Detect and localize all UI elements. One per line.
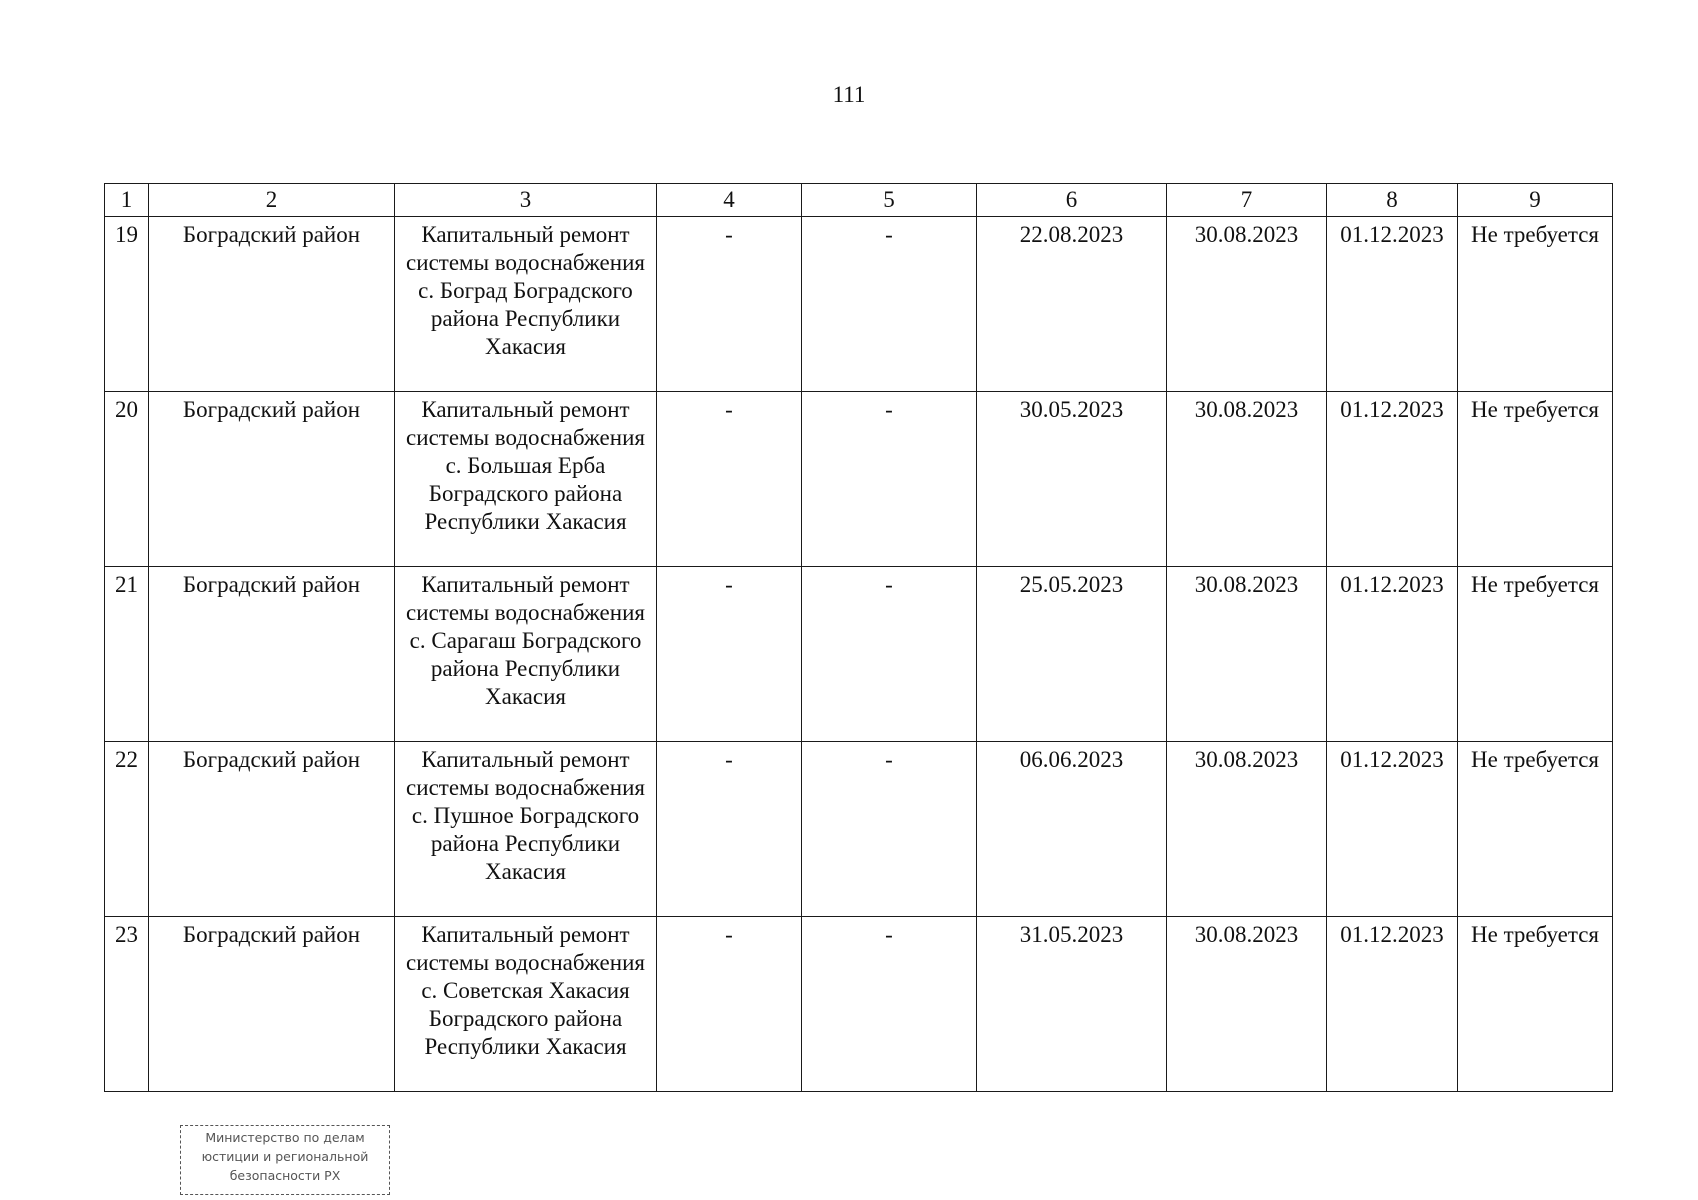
date-8-cell: 01.12.2023 bbox=[1327, 217, 1458, 392]
table-row bbox=[105, 917, 1613, 1092]
column-header: 3 bbox=[395, 184, 657, 217]
status-cell: Не требуется bbox=[1458, 917, 1613, 1092]
date-6-cell: 06.06.2023 bbox=[977, 742, 1167, 917]
column-header: 4 bbox=[657, 184, 802, 217]
date-6-cell: 30.05.2023 bbox=[977, 392, 1167, 567]
date-8-cell: 01.12.2023 bbox=[1327, 917, 1458, 1092]
object-cell: Капитальный ремонт системы водоснабжения с. Пушное Боградского района Республики Хакасия bbox=[395, 742, 657, 917]
row-number: 22 bbox=[105, 742, 149, 917]
stamp-line: юстиции и региональной bbox=[201, 1149, 369, 1164]
date-8-cell: 01.12.2023 bbox=[1327, 567, 1458, 742]
column-header: 7 bbox=[1167, 184, 1327, 217]
stamp-line: Министерство по делам bbox=[205, 1130, 365, 1145]
date-7-cell: 30.08.2023 bbox=[1167, 567, 1327, 742]
district-cell: Боградский район bbox=[149, 392, 395, 567]
date-6-cell: 22.08.2023 bbox=[977, 217, 1167, 392]
column-header: 6 bbox=[977, 184, 1167, 217]
row-number: 23 bbox=[105, 917, 149, 1092]
column-header: 1 bbox=[105, 184, 149, 217]
document-table bbox=[104, 183, 1613, 1092]
status-cell: Не требуется bbox=[1458, 217, 1613, 392]
date-6-cell: 25.05.2023 bbox=[977, 567, 1167, 742]
ministry-stamp bbox=[180, 1125, 390, 1195]
column-5-cell: - bbox=[802, 217, 977, 392]
row-number: 19 bbox=[105, 217, 149, 392]
column-header: 5 bbox=[802, 184, 977, 217]
date-6-cell: 31.05.2023 bbox=[977, 917, 1167, 1092]
table-row bbox=[105, 567, 1613, 742]
table-row bbox=[105, 392, 1613, 567]
column-4-cell: - bbox=[657, 567, 802, 742]
date-7-cell: 30.08.2023 bbox=[1167, 917, 1327, 1092]
table-row bbox=[105, 217, 1613, 392]
column-header: 8 bbox=[1327, 184, 1458, 217]
object-cell: Капитальный ремонт системы водоснабжения с. Боград Боградского района Республики Хакасия bbox=[395, 217, 657, 392]
district-cell: Боградский район bbox=[149, 917, 395, 1092]
object-cell: Капитальный ремонт системы водоснабжения с. Большая Ерба Боградского района Республики Хакасия bbox=[395, 392, 657, 567]
table-row bbox=[105, 742, 1613, 917]
column-header: 9 bbox=[1458, 184, 1613, 217]
object-cell: Капитальный ремонт системы водоснабжения с. Сарагаш Боградского района Республики Хакасия bbox=[395, 567, 657, 742]
column-5-cell: - bbox=[802, 742, 977, 917]
column-5-cell: - bbox=[802, 392, 977, 567]
column-4-cell: - bbox=[657, 217, 802, 392]
district-cell: Боградский район bbox=[149, 567, 395, 742]
date-7-cell: 30.08.2023 bbox=[1167, 742, 1327, 917]
status-cell: Не требуется bbox=[1458, 567, 1613, 742]
district-cell: Боградский район bbox=[149, 742, 395, 917]
date-7-cell: 30.08.2023 bbox=[1167, 392, 1327, 567]
column-5-cell: - bbox=[802, 567, 977, 742]
column-header: 2 bbox=[149, 184, 395, 217]
date-8-cell: 01.12.2023 bbox=[1327, 742, 1458, 917]
date-7-cell: 30.08.2023 bbox=[1167, 217, 1327, 392]
column-5-cell: - bbox=[802, 917, 977, 1092]
column-4-cell: - bbox=[657, 742, 802, 917]
date-8-cell: 01.12.2023 bbox=[1327, 392, 1458, 567]
stamp-line: безопасности РХ bbox=[229, 1168, 341, 1183]
table-header-row bbox=[105, 184, 1613, 217]
status-cell: Не требуется bbox=[1458, 742, 1613, 917]
row-number: 21 bbox=[105, 567, 149, 742]
status-cell: Не требуется bbox=[1458, 392, 1613, 567]
column-4-cell: - bbox=[657, 917, 802, 1092]
column-4-cell: - bbox=[657, 392, 802, 567]
object-cell: Капитальный ремонт системы водоснабжения с. Советская Хакасия Боградского района Республики Хакасия bbox=[395, 917, 657, 1092]
page-number: 111 bbox=[832, 82, 866, 107]
district-cell: Боградский район bbox=[149, 217, 395, 392]
row-number: 20 bbox=[105, 392, 149, 567]
